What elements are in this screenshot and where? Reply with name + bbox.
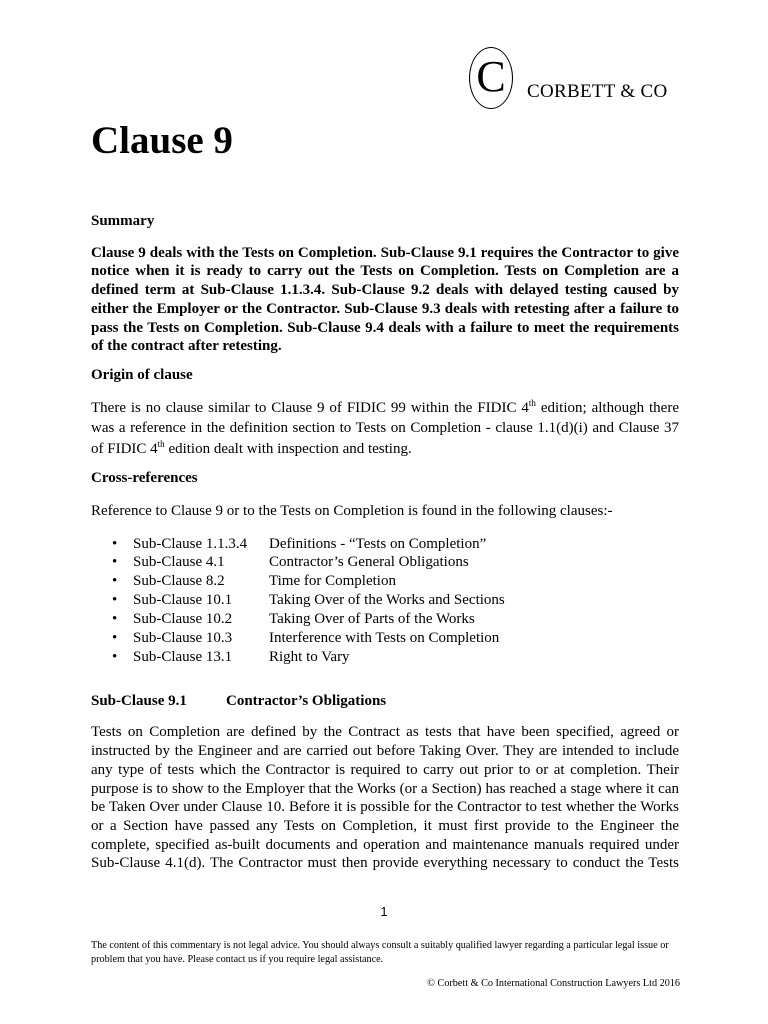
page-title: Clause 9	[91, 119, 233, 162]
document-body	[91, 212, 679, 873]
list-item: • Sub-Clause 10.1 Taking Over of the Works and Sections	[91, 591, 679, 610]
cross-references-intro: Reference to Clause 9 or to the Tests on Completion is found in the following clauses:-	[91, 502, 613, 519]
logo-c-mark: C	[469, 47, 513, 109]
footer-disclaimer: The content of this commentary is not legal advice. You should always consult a suitably qualified lawyer regarding a particular legal issue or problem that you have. Please contact us if you require legal assistance.	[91, 940, 669, 965]
list-item: • Sub-Clause 1.1.3.4 Definitions - “Tests on Completion”	[91, 535, 679, 554]
summary-text: Clause 9 deals with the Tests on Completion. Sub-Clause 9.1 requires the Contractor to give notice when it is ready to carry out the Tests on Completion. Tests on Completion are a defined term at Sub-Clause 1.1.3.4. Sub-Clause 9.2 deals with delayed testing caused by either the Employer or the Contractor. Sub-Clause 9.3 deals with retesting after a failure to pass the Tests on Completion. Sub-Clause 9.4 deals with a failure to meet the requirements of the contract after retesting.	[91, 244, 679, 355]
bullet-icon: •	[112, 611, 118, 628]
sub-clause-9-1-heading: Sub-Clause 9.1 Contractor’s Obligations	[91, 692, 387, 709]
footer-copyright: © Corbett & Co International Construction Lawyers Ltd 2016	[427, 978, 680, 989]
cross-references-heading: Cross-references	[91, 470, 198, 487]
page-number: 1	[380, 904, 388, 919]
bullet-icon: •	[112, 592, 118, 609]
summary-heading: Summary	[91, 213, 155, 229]
list-item: • Sub-Clause 13.1 Right to Vary	[91, 648, 679, 667]
list-item: • Sub-Clause 4.1 Contractor’s General Obligations	[91, 553, 679, 572]
list-item: • Sub-Clause 10.3 Interference with Tests on Completion	[91, 629, 679, 648]
bullet-icon: •	[112, 535, 118, 552]
cross-references-list	[91, 535, 679, 667]
sub-clause-9-1-text: Tests on Completion are defined by the Contract as tests that have been specified, agreed or instructed by the Engineer and are carried out before Taking Over. They are intended to include any type of tests which the Contractor is required to carry out prior to or at completion. Their purpose is to show to the Employer that the Works (or a Section) has reached a stage where it can be Taken Over under Clause 10. Before it is possible for the Contractor to test whether the Works or a Section have passed any Tests on Completion, it must first provide to the Engineer the complete, specified as-built documents and operation and maintenance manuals required under Sub-Clause 4.1(d). The Contractor must then provide everything necessary to conduct the Tests	[91, 724, 679, 872]
origin-text: There is no clause similar to Clause 9 of FIDIC 99 within the FIDIC 4th edition; although there was a reference in the definition section to Tests on Completion - clause 1.1(d)(i) and Clause 37 of FIDIC 4th edition dealt with inspection and testing.	[91, 397, 679, 457]
bullet-icon: •	[112, 554, 118, 571]
corbett-logo	[469, 47, 689, 117]
logo-company-name: CORBETT & CO	[527, 81, 668, 102]
list-item: • Sub-Clause 10.2 Taking Over of Parts of the Works	[91, 610, 679, 629]
bullet-icon: •	[112, 573, 118, 590]
bullet-icon: •	[112, 648, 118, 665]
origin-heading: Origin of clause	[91, 366, 193, 383]
list-item: • Sub-Clause 8.2 Time for Completion	[91, 572, 679, 591]
bullet-icon: •	[112, 629, 118, 646]
